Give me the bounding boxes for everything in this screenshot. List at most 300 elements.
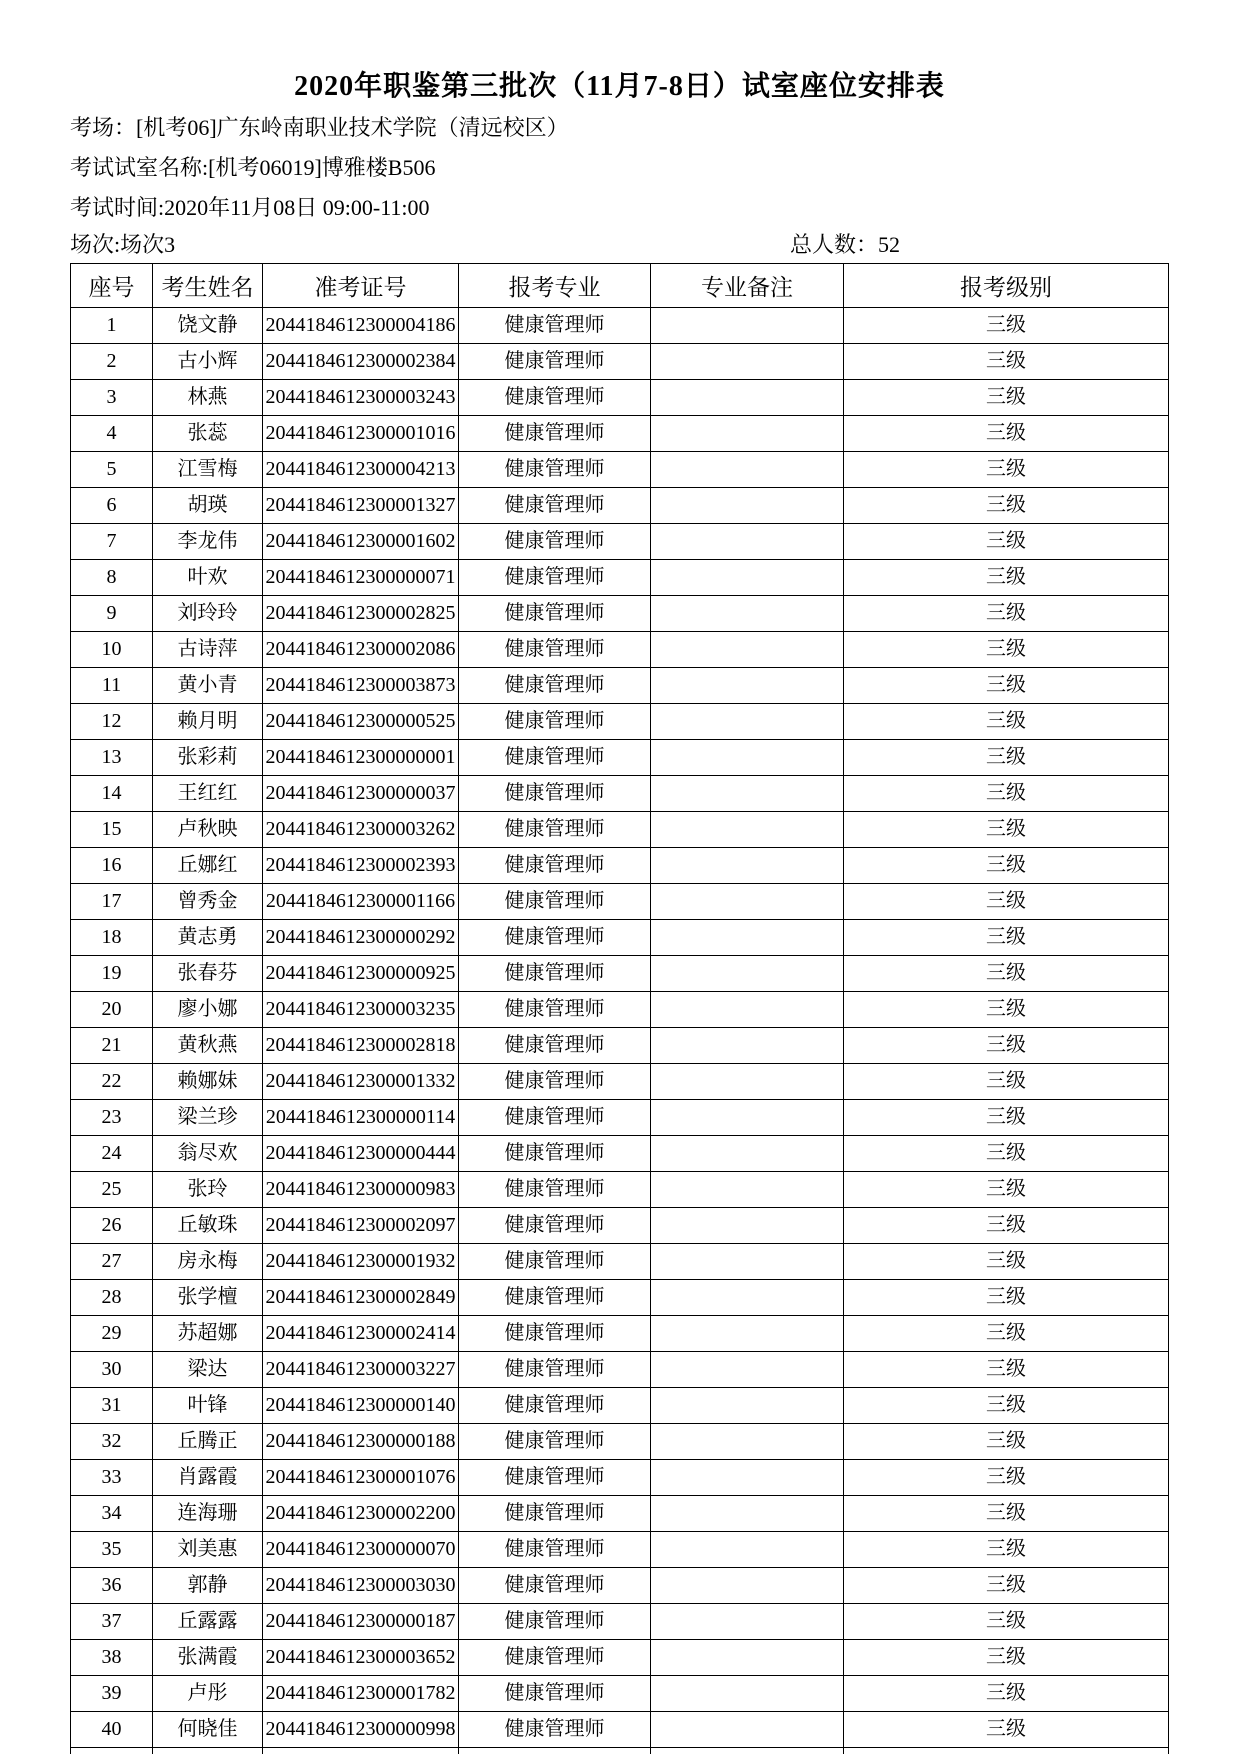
major-cell: 健康管理师: [459, 524, 651, 560]
remark-cell: [651, 452, 844, 488]
remark-cell: [651, 488, 844, 524]
ticket-cell: 2044184612300001932: [263, 1244, 459, 1280]
seat-cell: 40: [71, 1712, 153, 1748]
table-row: [71, 1640, 1169, 1676]
table-row: [71, 920, 1169, 956]
table-row: [71, 1352, 1169, 1388]
remark-cell: [651, 1352, 844, 1388]
ticket-cell: 2044184612300000983: [263, 1172, 459, 1208]
name-cell: 卢彤: [153, 1676, 263, 1712]
seat-cell: 11: [71, 668, 153, 704]
remark-cell: [651, 1208, 844, 1244]
ticket-cell: 2044184612300000001: [263, 740, 459, 776]
remark-cell: [651, 668, 844, 704]
level-cell: 三级: [844, 884, 1169, 920]
name-cell: 张学檀: [153, 1280, 263, 1316]
seat-cell: 27: [71, 1244, 153, 1280]
name-cell: 黄秋燕: [153, 1028, 263, 1064]
name-cell: 王红红: [153, 776, 263, 812]
name-cell: 黄小青: [153, 668, 263, 704]
level-cell: 三级: [844, 1712, 1169, 1748]
level-cell: 三级: [844, 308, 1169, 344]
ticket-cell: 2044184612300001332: [263, 1064, 459, 1100]
table-row: [71, 740, 1169, 776]
exam-time-line: 考试时间:2020年11月08日 09:00-11:00: [70, 195, 430, 220]
seat-cell: 14: [71, 776, 153, 812]
remark-cell: [651, 848, 844, 884]
ticket-cell: 2044184612300002849: [263, 1280, 459, 1316]
level-cell: 三级: [844, 596, 1169, 632]
ticket-cell: 2044184612300000525: [263, 704, 459, 740]
level-cell: 三级: [844, 632, 1169, 668]
seat-cell: 4: [71, 416, 153, 452]
remark-cell: [651, 1532, 844, 1568]
seat-cell: 38: [71, 1640, 153, 1676]
seat-cell: [71, 1748, 153, 1754]
ticket-cell: 2044184612300003227: [263, 1352, 459, 1388]
major-cell: 健康管理师: [459, 1064, 651, 1100]
table-row: [71, 1244, 1169, 1280]
ticket-cell: 2044184612300001166: [263, 884, 459, 920]
seat-cell: 17: [71, 884, 153, 920]
level-cell: 三级: [844, 1532, 1169, 1568]
remark-cell: [651, 344, 844, 380]
level-cell: 三级: [844, 1208, 1169, 1244]
ticket-cell: [263, 1748, 459, 1754]
table-row-partial: [71, 1748, 1169, 1754]
table-row: [71, 884, 1169, 920]
major-cell: 健康管理师: [459, 1280, 651, 1316]
major-cell: 健康管理师: [459, 1028, 651, 1064]
level-cell: 三级: [844, 1640, 1169, 1676]
major-cell: 健康管理师: [459, 1244, 651, 1280]
seat-cell: 16: [71, 848, 153, 884]
level-cell: 三级: [844, 776, 1169, 812]
remark-cell: [651, 920, 844, 956]
major-cell: 健康管理师: [459, 1352, 651, 1388]
level-cell: 三级: [844, 1100, 1169, 1136]
major-cell: 健康管理师: [459, 1712, 651, 1748]
table-row: [71, 560, 1169, 596]
major-cell: 健康管理师: [459, 1208, 651, 1244]
name-cell: 肖露霞: [153, 1460, 263, 1496]
major-cell: 健康管理师: [459, 452, 651, 488]
ticket-cell: 2044184612300003235: [263, 992, 459, 1028]
major-cell: 健康管理师: [459, 488, 651, 524]
table-row: [71, 956, 1169, 992]
ticket-cell: 2044184612300003873: [263, 668, 459, 704]
remark-cell: [651, 992, 844, 1028]
major-cell: 健康管理师: [459, 308, 651, 344]
level-cell: 三级: [844, 416, 1169, 452]
table-row: [71, 848, 1169, 884]
table-row: [71, 1568, 1169, 1604]
remark-cell: [651, 1676, 844, 1712]
column-header: 座号: [71, 264, 153, 308]
seating-table: [70, 263, 1169, 1754]
table-row: [71, 1532, 1169, 1568]
table-row: [71, 1280, 1169, 1316]
name-cell: 房永梅: [153, 1244, 263, 1280]
seat-cell: 26: [71, 1208, 153, 1244]
ticket-cell: 2044184612300000071: [263, 560, 459, 596]
ticket-cell: 2044184612300001782: [263, 1676, 459, 1712]
level-cell: 三级: [844, 1280, 1169, 1316]
ticket-cell: 2044184612300002086: [263, 632, 459, 668]
name-cell: [153, 1748, 263, 1754]
table-row: [71, 1028, 1169, 1064]
table-row: [71, 1064, 1169, 1100]
session-label: 场次:场次3: [70, 232, 176, 257]
major-cell: 健康管理师: [459, 1460, 651, 1496]
ticket-cell: 2044184612300004186: [263, 308, 459, 344]
level-cell: 三级: [844, 704, 1169, 740]
name-cell: 丘敏珠: [153, 1208, 263, 1244]
ticket-cell: 2044184612300004213: [263, 452, 459, 488]
ticket-cell: 2044184612300002097: [263, 1208, 459, 1244]
table-row: [71, 1208, 1169, 1244]
remark-cell: [651, 632, 844, 668]
ticket-cell: 2044184612300000925: [263, 956, 459, 992]
level-cell: 三级: [844, 524, 1169, 560]
major-cell: 健康管理师: [459, 1532, 651, 1568]
major-cell: 健康管理师: [459, 560, 651, 596]
remark-cell: [651, 740, 844, 776]
table-row: [71, 1712, 1169, 1748]
remark-cell: [651, 596, 844, 632]
ticket-cell: 2044184612300003652: [263, 1640, 459, 1676]
remark-cell: [651, 1064, 844, 1100]
ticket-cell: 2044184612300001602: [263, 524, 459, 560]
table-row: [71, 596, 1169, 632]
ticket-cell: 2044184612300000037: [263, 776, 459, 812]
table-row: [71, 488, 1169, 524]
level-cell: 三级: [844, 1028, 1169, 1064]
major-cell: 健康管理师: [459, 1676, 651, 1712]
column-header: 报考专业: [459, 264, 651, 308]
table-row: [71, 1424, 1169, 1460]
remark-cell: [651, 812, 844, 848]
table-body: [71, 308, 1169, 1754]
ticket-cell: 2044184612300000998: [263, 1712, 459, 1748]
level-cell: 三级: [844, 1064, 1169, 1100]
name-cell: 张满霞: [153, 1640, 263, 1676]
seat-cell: 7: [71, 524, 153, 560]
seat-cell: 39: [71, 1676, 153, 1712]
level-cell: 三级: [844, 812, 1169, 848]
ticket-cell: 2044184612300000070: [263, 1532, 459, 1568]
major-cell: 健康管理师: [459, 776, 651, 812]
level-cell: 三级: [844, 344, 1169, 380]
remark-cell: [651, 1496, 844, 1532]
table-row: [71, 524, 1169, 560]
session-row: [70, 233, 900, 257]
name-cell: 丘腾正: [153, 1424, 263, 1460]
seat-cell: 32: [71, 1424, 153, 1460]
seat-cell: 15: [71, 812, 153, 848]
major-cell: 健康管理师: [459, 1568, 651, 1604]
level-cell: 三级: [844, 1316, 1169, 1352]
table-row: [71, 1460, 1169, 1496]
name-cell: 何晓佳: [153, 1712, 263, 1748]
seat-cell: 21: [71, 1028, 153, 1064]
seat-cell: 2: [71, 344, 153, 380]
ticket-cell: 2044184612300003262: [263, 812, 459, 848]
name-cell: 连海珊: [153, 1496, 263, 1532]
level-cell: 三级: [844, 668, 1169, 704]
table-row: [71, 812, 1169, 848]
seat-cell: 36: [71, 1568, 153, 1604]
name-cell: 梁兰珍: [153, 1100, 263, 1136]
ticket-cell: 2044184612300002384: [263, 344, 459, 380]
remark-cell: [651, 1100, 844, 1136]
name-cell: 刘玲玲: [153, 596, 263, 632]
name-cell: 张春芬: [153, 956, 263, 992]
ticket-cell: 2044184612300002200: [263, 1496, 459, 1532]
column-header: 准考证号: [263, 264, 459, 308]
seat-cell: 24: [71, 1136, 153, 1172]
major-cell: [459, 1748, 651, 1754]
remark-cell: [651, 380, 844, 416]
seat-cell: 10: [71, 632, 153, 668]
seat-cell: 22: [71, 1064, 153, 1100]
table-row: [71, 1676, 1169, 1712]
name-cell: 李龙伟: [153, 524, 263, 560]
ticket-cell: 2044184612300000188: [263, 1424, 459, 1460]
level-cell: 三级: [844, 452, 1169, 488]
name-cell: 古小辉: [153, 344, 263, 380]
table-row: [71, 1172, 1169, 1208]
table-row: [71, 380, 1169, 416]
name-cell: 张玲: [153, 1172, 263, 1208]
table-row: [71, 1604, 1169, 1640]
level-cell: 三级: [844, 1352, 1169, 1388]
remark-cell: [651, 704, 844, 740]
table-row: [71, 1496, 1169, 1532]
major-cell: 健康管理师: [459, 668, 651, 704]
total-count-label: 总人数：52: [789, 232, 900, 257]
table-row: [71, 776, 1169, 812]
major-cell: 健康管理师: [459, 344, 651, 380]
name-cell: 郭静: [153, 1568, 263, 1604]
major-cell: 健康管理师: [459, 1316, 651, 1352]
level-cell: 三级: [844, 1172, 1169, 1208]
major-cell: 健康管理师: [459, 1424, 651, 1460]
table-row: [71, 452, 1169, 488]
table-row: [71, 416, 1169, 452]
name-cell: 江雪梅: [153, 452, 263, 488]
seat-cell: 25: [71, 1172, 153, 1208]
major-cell: 健康管理师: [459, 920, 651, 956]
table-row: [71, 344, 1169, 380]
seat-cell: 13: [71, 740, 153, 776]
remark-cell: [651, 776, 844, 812]
major-cell: 健康管理师: [459, 1604, 651, 1640]
name-cell: 曾秀金: [153, 884, 263, 920]
name-cell: 翁尽欢: [153, 1136, 263, 1172]
remark-cell: [651, 884, 844, 920]
name-cell: 张蕊: [153, 416, 263, 452]
table-row: [71, 632, 1169, 668]
name-cell: 胡瑛: [153, 488, 263, 524]
remark-cell: [651, 1316, 844, 1352]
major-cell: 健康管理师: [459, 1640, 651, 1676]
table-header-row: [71, 264, 1169, 308]
remark-cell: [651, 1604, 844, 1640]
major-cell: 健康管理师: [459, 632, 651, 668]
table-row: [71, 668, 1169, 704]
remark-cell: [651, 1280, 844, 1316]
seat-cell: 20: [71, 992, 153, 1028]
name-cell: 苏超娜: [153, 1316, 263, 1352]
ticket-cell: 2044184612300000187: [263, 1604, 459, 1640]
remark-cell: [651, 1460, 844, 1496]
remark-cell: [651, 1136, 844, 1172]
remark-cell: [651, 308, 844, 344]
name-cell: 赖娜妹: [153, 1064, 263, 1100]
level-cell: 三级: [844, 992, 1169, 1028]
remark-cell: [651, 560, 844, 596]
ticket-cell: 2044184612300002393: [263, 848, 459, 884]
level-cell: 三级: [844, 380, 1169, 416]
major-cell: 健康管理师: [459, 848, 651, 884]
remark-cell: [651, 1712, 844, 1748]
remark-cell: [651, 1172, 844, 1208]
major-cell: 健康管理师: [459, 416, 651, 452]
level-cell: 三级: [844, 920, 1169, 956]
level-cell: 三级: [844, 1244, 1169, 1280]
remark-cell: [651, 956, 844, 992]
major-cell: 健康管理师: [459, 704, 651, 740]
seat-cell: 28: [71, 1280, 153, 1316]
seat-cell: 19: [71, 956, 153, 992]
ticket-cell: 2044184612300003243: [263, 380, 459, 416]
ticket-cell: 2044184612300002825: [263, 596, 459, 632]
table-row: [71, 992, 1169, 1028]
table-row: [71, 1100, 1169, 1136]
major-cell: 健康管理师: [459, 812, 651, 848]
ticket-cell: 2044184612300003030: [263, 1568, 459, 1604]
level-cell: 三级: [844, 848, 1169, 884]
seat-cell: 8: [71, 560, 153, 596]
table-row: [71, 308, 1169, 344]
table-row: [71, 1388, 1169, 1424]
seat-cell: 37: [71, 1604, 153, 1640]
major-cell: 健康管理师: [459, 1100, 651, 1136]
page-title: 2020年职鉴第三批次（11月7-8日）试室座位安排表: [294, 71, 945, 102]
column-header: 报考级别: [844, 264, 1169, 308]
seat-cell: 34: [71, 1496, 153, 1532]
ticket-cell: 2044184612300002414: [263, 1316, 459, 1352]
exam-room-line: 考试试室名称:[机考06019]博雅楼B506: [70, 155, 436, 180]
seat-cell: 1: [71, 308, 153, 344]
name-cell: 梁达: [153, 1352, 263, 1388]
seat-cell: 30: [71, 1352, 153, 1388]
remark-cell: [651, 524, 844, 560]
remark-cell: [651, 1640, 844, 1676]
level-cell: 三级: [844, 1136, 1169, 1172]
name-cell: 叶欢: [153, 560, 263, 596]
remark-cell: [651, 1748, 844, 1754]
seat-cell: 35: [71, 1532, 153, 1568]
level-cell: 三级: [844, 1568, 1169, 1604]
ticket-cell: 2044184612300000444: [263, 1136, 459, 1172]
major-cell: 健康管理师: [459, 1496, 651, 1532]
column-header: 考生姓名: [153, 264, 263, 308]
exam-site-line: 考场：[机考06]广东岭南职业技术学院（清远校区）: [70, 115, 569, 140]
name-cell: 丘娜红: [153, 848, 263, 884]
level-cell: 三级: [844, 1604, 1169, 1640]
level-cell: 三级: [844, 488, 1169, 524]
seat-cell: 5: [71, 452, 153, 488]
major-cell: 健康管理师: [459, 1388, 651, 1424]
seat-cell: 12: [71, 704, 153, 740]
seat-cell: 3: [71, 380, 153, 416]
major-cell: 健康管理师: [459, 992, 651, 1028]
seat-cell: 23: [71, 1100, 153, 1136]
remark-cell: [651, 1424, 844, 1460]
name-cell: 赖月明: [153, 704, 263, 740]
seat-cell: 6: [71, 488, 153, 524]
ticket-cell: 2044184612300001327: [263, 488, 459, 524]
ticket-cell: 2044184612300000114: [263, 1100, 459, 1136]
seat-cell: 9: [71, 596, 153, 632]
remark-cell: [651, 1244, 844, 1280]
name-cell: 叶锋: [153, 1388, 263, 1424]
remark-cell: [651, 416, 844, 452]
name-cell: 黄志勇: [153, 920, 263, 956]
major-cell: 健康管理师: [459, 380, 651, 416]
ticket-cell: 2044184612300002818: [263, 1028, 459, 1064]
major-cell: 健康管理师: [459, 740, 651, 776]
level-cell: [844, 1748, 1169, 1754]
name-cell: 林燕: [153, 380, 263, 416]
seat-cell: 29: [71, 1316, 153, 1352]
seat-cell: 18: [71, 920, 153, 956]
name-cell: 卢秋映: [153, 812, 263, 848]
remark-cell: [651, 1028, 844, 1064]
name-cell: 廖小娜: [153, 992, 263, 1028]
major-cell: 健康管理师: [459, 596, 651, 632]
ticket-cell: 2044184612300001076: [263, 1460, 459, 1496]
level-cell: 三级: [844, 1460, 1169, 1496]
level-cell: 三级: [844, 1676, 1169, 1712]
seat-cell: 33: [71, 1460, 153, 1496]
level-cell: 三级: [844, 1388, 1169, 1424]
name-cell: 丘露露: [153, 1604, 263, 1640]
major-cell: 健康管理师: [459, 1172, 651, 1208]
level-cell: 三级: [844, 1424, 1169, 1460]
table-row: [71, 704, 1169, 740]
level-cell: 三级: [844, 956, 1169, 992]
ticket-cell: 2044184612300000292: [263, 920, 459, 956]
level-cell: 三级: [844, 740, 1169, 776]
table-row: [71, 1316, 1169, 1352]
major-cell: 健康管理师: [459, 956, 651, 992]
major-cell: 健康管理师: [459, 884, 651, 920]
name-cell: 古诗萍: [153, 632, 263, 668]
major-cell: 健康管理师: [459, 1136, 651, 1172]
seat-cell: 31: [71, 1388, 153, 1424]
table-row: [71, 1136, 1169, 1172]
column-header: 专业备注: [651, 264, 844, 308]
level-cell: 三级: [844, 560, 1169, 596]
remark-cell: [651, 1388, 844, 1424]
name-cell: 张彩莉: [153, 740, 263, 776]
ticket-cell: 2044184612300000140: [263, 1388, 459, 1424]
remark-cell: [651, 1568, 844, 1604]
ticket-cell: 2044184612300001016: [263, 416, 459, 452]
